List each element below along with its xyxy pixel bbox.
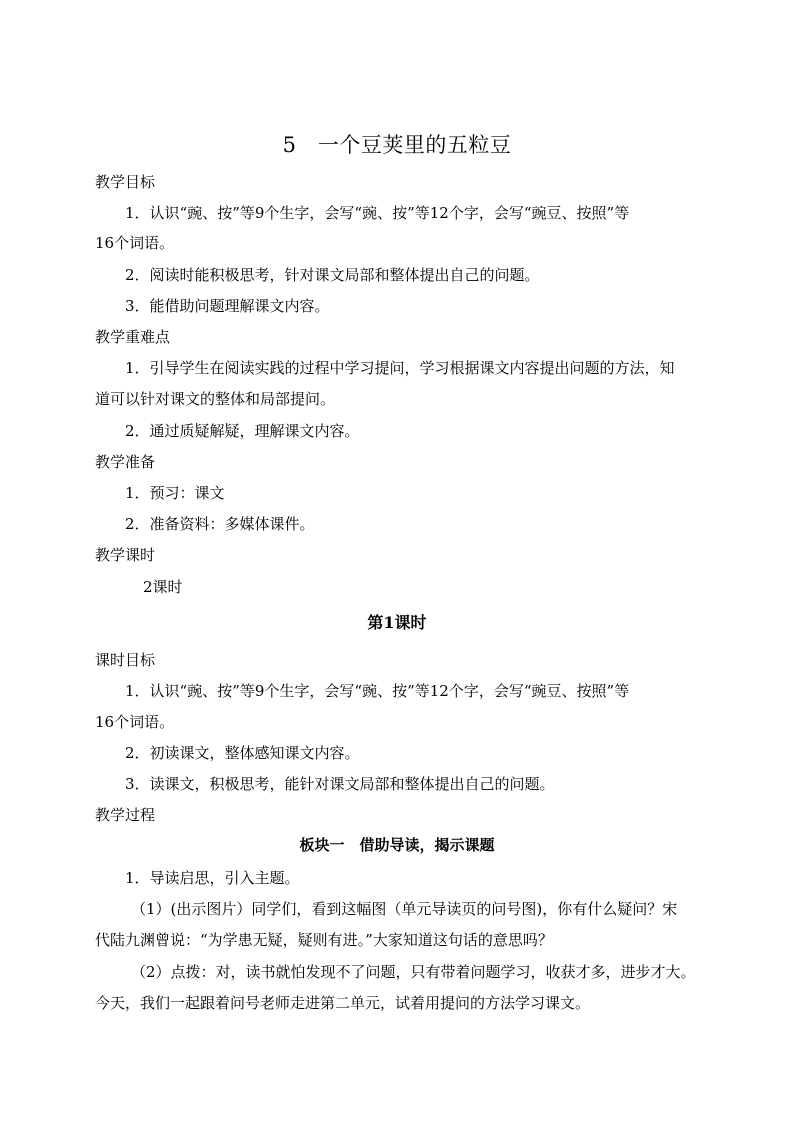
block-heading: 板块一 借助导读，揭示课题	[299, 836, 495, 854]
process-paragraph-continuation: 代陆九渊曾说：“为学患无疑，疑则有进。”大家知道这句话的意思吗？	[95, 931, 553, 949]
goal-item: 1．认识“豌、按”等9个生字，会写“豌、按”等12个字，会写“豌豆、按照”等	[125, 204, 630, 222]
goal-item-continuation: 16个词语。	[95, 234, 175, 252]
preparation-item: 1．预习：课文	[125, 484, 225, 502]
process-paragraph-continuation: 今天，我们一起跟着问号老师走进第二单元，试着用提问的方法学习课文。	[95, 994, 591, 1012]
process-paragraph: （1）(出示图片）同学们，看到这幅图（单元导读页的问号图)，你有什么疑问？宋	[131, 900, 678, 918]
lesson-goal-item: 3．读课文，积极思考，能针对课文局部和整体提出自己的问题。	[125, 775, 555, 793]
preparation-item: 2．准备资料：多媒体课件。	[125, 515, 315, 533]
goal-item: 2．阅读时能积极思考，针对课文局部和整体提出自己的问题。	[125, 266, 540, 284]
process-step: 1．导读启思，引入主题。	[125, 869, 300, 887]
section-heading-goals: 教学目标	[95, 173, 156, 191]
key-point-continuation: 道可以针对课文的整体和局部提问。	[95, 390, 336, 408]
lesson-goal-continuation: 16个词语。	[95, 713, 175, 731]
section-heading-preparation: 教学准备	[95, 453, 156, 471]
section-heading-lesson-goals: 课时目标	[95, 651, 156, 669]
section-heading-key-points: 教学重难点	[95, 328, 171, 346]
section-heading-process: 教学过程	[95, 806, 156, 824]
class-hours-value: 2课时	[143, 578, 183, 596]
lesson-goal-item: 1．认识“豌、按”等9个生字，会写“豌、按”等12个字，会写“豌豆、按照”等	[125, 682, 630, 700]
goal-item: 3．能借助问题理解课文内容。	[125, 297, 330, 315]
document-title: 5 一个豆荚里的五粒豆	[282, 133, 512, 157]
key-point-item: 1．引导学生在阅读实践的过程中学习提问，学习根据课文内容提出问题的方法，知	[125, 359, 675, 377]
lesson-heading: 第1课时	[367, 613, 427, 632]
process-paragraph: （2）点拨：对，读书就怕发现不了问题，只有带着问题学习，收获才多，进步才大。	[131, 963, 696, 981]
section-heading-class-hours: 教学课时	[95, 546, 156, 564]
key-point-item: 2．通过质疑解疑，理解课文内容。	[125, 422, 360, 440]
lesson-goal-item: 2．初读课文，整体感知课文内容。	[125, 744, 360, 762]
